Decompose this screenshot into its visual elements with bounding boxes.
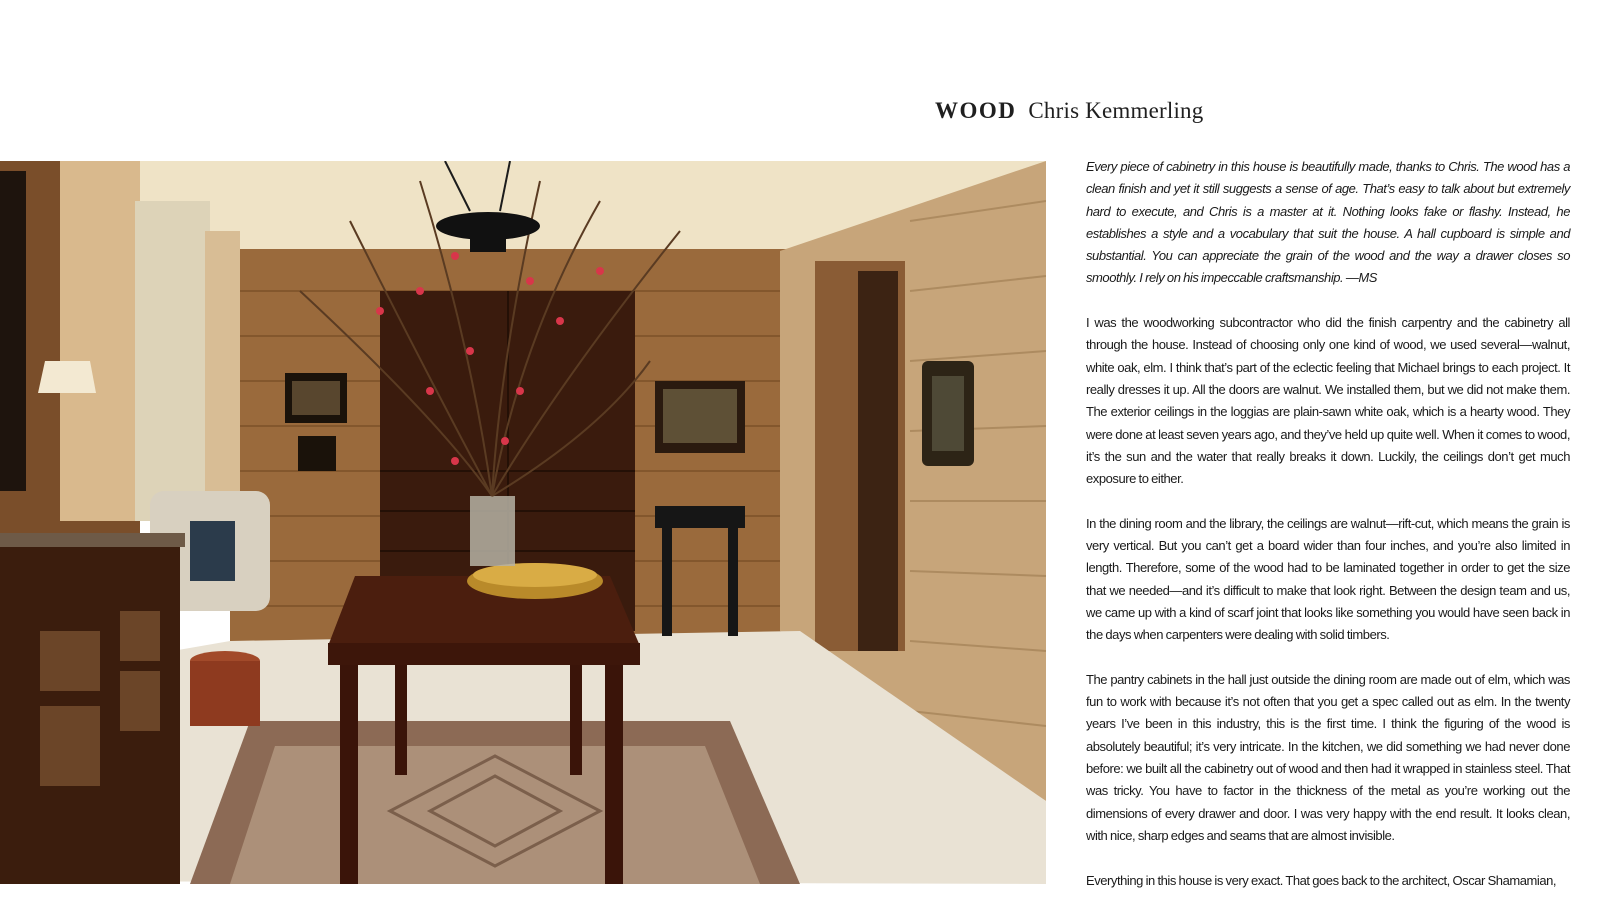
body-paragraph: The pantry cabinets in the hall just outside the dining room are made out of elm, which was fun to work with because it’s not often that you get a spec called out as elm. In the twenty years I’ve been in this industry, this is the first time. I think the figuring of the wood is absolutely beautiful; it’s very intricate. In the kitchen, we did something we had never done before: we built all the cabinetry out of wood and then had it wrapped in stainless steel. That was tricky. You have to factor in the thickness of the metal as you’re working out the dimensions of every drawer and door. I was very happy with the end result. It looks clean, with nice, sharp edges and seams that are almost invisible. (1086, 671, 1570, 843)
heading-name: Chris Kemmerling (1028, 98, 1204, 123)
interior-photo (0, 161, 1046, 884)
photo-curtain (60, 161, 140, 521)
photo-basket (190, 661, 260, 726)
photo-window (135, 201, 210, 521)
article-body (1086, 156, 1570, 914)
photo-vase (470, 496, 515, 566)
photo-black-chair (655, 506, 745, 528)
continuation-line: Everything in this house is very exact. That goes back to the architect, Oscar Shamamian, (1086, 872, 1557, 888)
body-paragraph: In the dining room and the library, the ceilings are walnut—rift-cut, which means the grain is very vertical. But you can’t get a board wider than four inches, and you’re also limited in length. Therefore, some of the wood had to be laminated together in order to get the size that we needed—and it’s difficult to make that look right. Between the design team and us, we came up with a kind of scarf joint that looks like something you would have seen back in the days when carpenters were dealing with solid timbers. (1086, 515, 1570, 643)
article-heading (935, 98, 1203, 124)
heading-category: WOOD (935, 98, 1017, 123)
photo-lamp (38, 361, 96, 393)
body-paragraph: I was the woodworking subcontractor who did the finish carpentry and the cabinetry all through the house. Instead of choosing only one kind of wood, we used several—walnut, white oak, elm. I think that’s part of the eclectic feeling that Michael brings to each project. It really dresses it up. All the doors are walnut. We installed them, but we did not make them. The exterior ceilings in the loggias are plain-sawn white oak, which is a hearty wood. They were done at least seven years ago, and they’ve held up quite well. When it comes to wood, it’s the sun and the water that really breaks it down. Luckily, the ceilings don’t get much exposure to either. (1086, 315, 1570, 487)
intro-quote: Every piece of cabinetry in this house is beautifully made, thanks to Chris. The wood has a clean finish and yet it still suggests a sense of age. That’s easy to talk about but extremely hard to execute, and Chris is a master at it. Nothing looks fake or flashy. Instead, he establishes a style and a vocabulary that suit the house. A hall cupboard is simple and substantial. You can appreciate the grain of the wood and the way a drawer closes so smoothly. I rely on his impeccable craftsmanship. —MS (1086, 159, 1570, 286)
